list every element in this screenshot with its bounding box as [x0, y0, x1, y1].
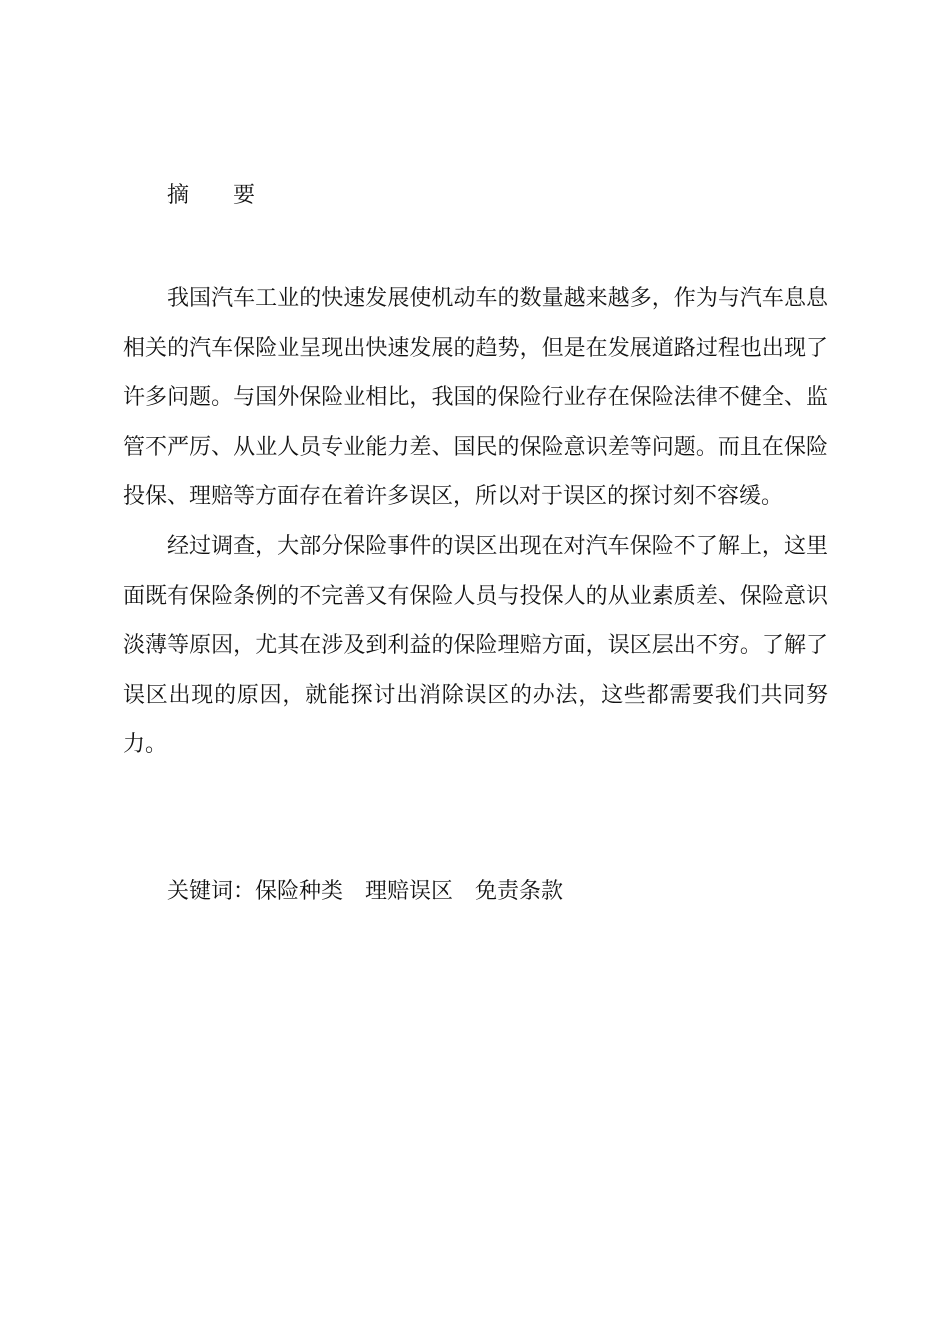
abstract-paragraph-1: 我国汽车工业的快速发展使机动车的数量越来越多，作为与汽车息息相关的汽车保险业呈现出快速发展的趋势，但是在发展道路过程也出现了许多问题。与国外保险业相比，我国的保险行业存在保险法律不健全、监管不严厉、从业人员专业能力差、国民的保险意识差等问题。而且在保险投保、理赔等方面存在着许多误区，所以对于误区的探讨刻不容缓。 [123, 286, 828, 510]
abstract-paragraph-2: 经过调查，大部分保险事件的误区出现在对汽车保险不了解上，这里面既有保险条例的不完善又有保险人员与投保人的从业素质差、保险意识淡薄等原因，尤其在涉及到利益的保险理赔方面，误区层出不穷。了解了误区出现的原因，就能探讨出消除误区的办法，这些都需要我们共同努力。 [123, 533, 828, 758]
abstract-body [123, 274, 828, 770]
keywords-line: 关键词：保险种类 理赔误区 免责条款 [167, 879, 564, 904]
abstract-heading: 摘 要 [167, 183, 256, 208]
